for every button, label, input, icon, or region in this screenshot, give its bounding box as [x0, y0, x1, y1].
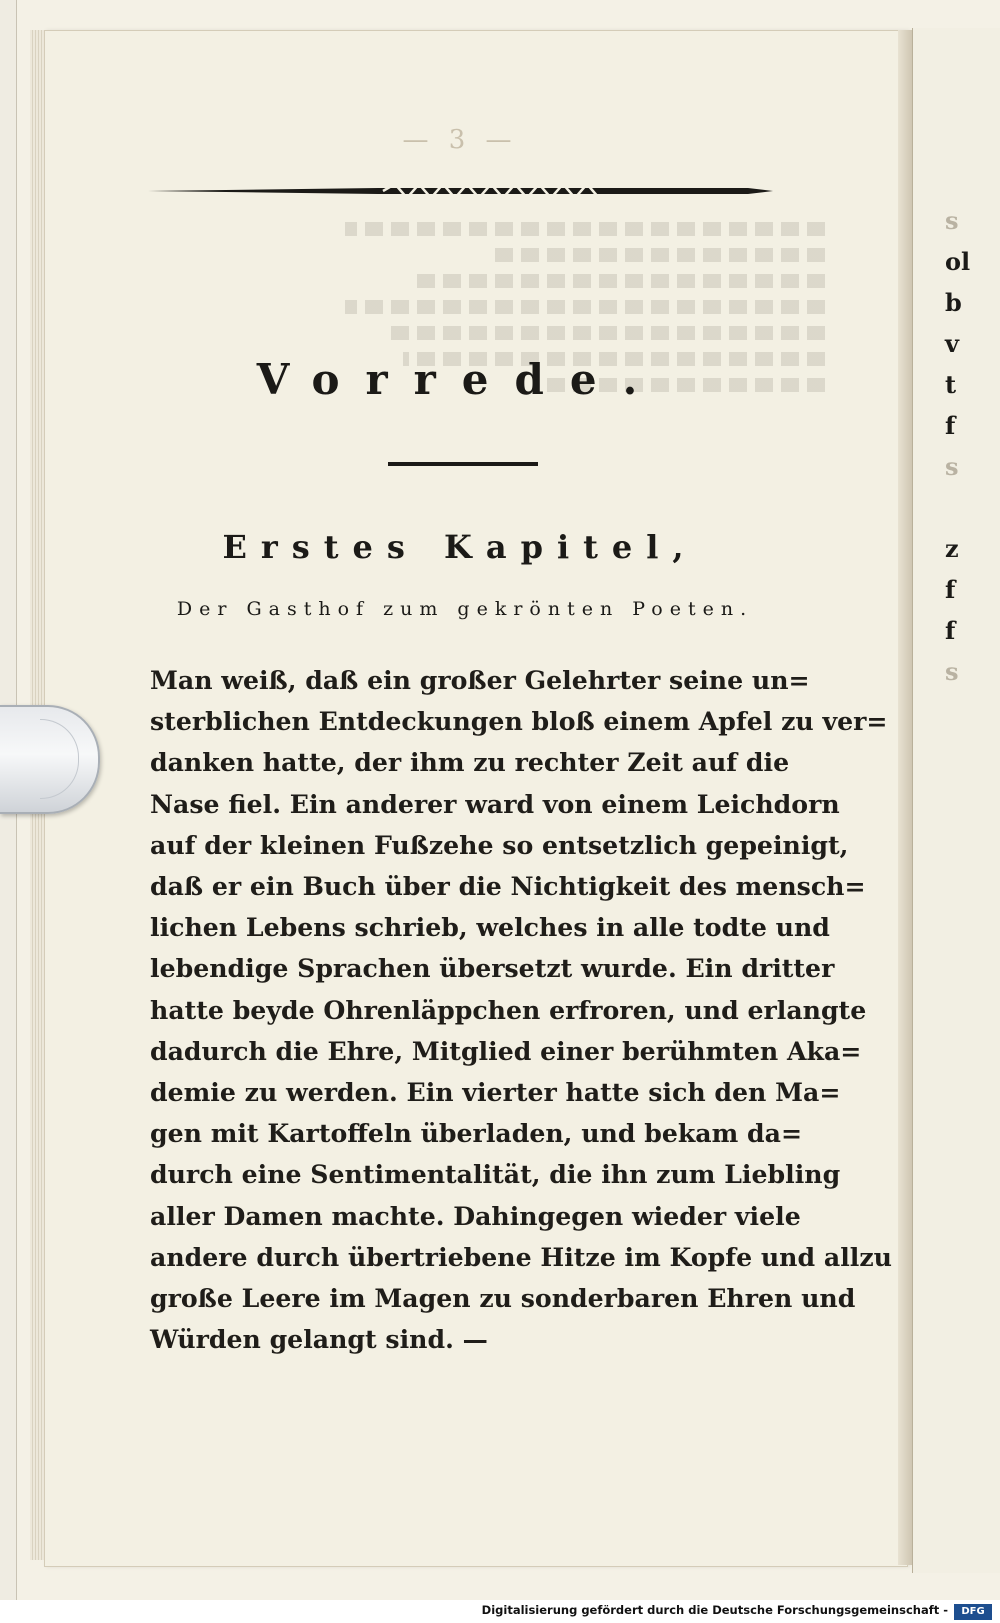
- chapter-subtitle: Der Gasthof zum gekrönten Poeten.: [176, 598, 754, 620]
- body-line: aller Damen machte. Dahingegen wieder viele: [150, 1200, 801, 1231]
- body-line: große Leere im Magen zu sonderbaren Ehren und: [150, 1283, 856, 1314]
- facing-fragment: b: [945, 288, 962, 317]
- page-title: Vorrede.: [256, 355, 664, 404]
- page-clip: [0, 705, 100, 814]
- facing-fragment: s: [945, 657, 959, 686]
- body-line: durch eine Sentimentalität, die ihn zum Liebling: [150, 1159, 841, 1190]
- body-line: gen mit Kartoffeln überladen, und bekam da=: [150, 1118, 803, 1149]
- facing-fragment: f: [945, 411, 956, 440]
- ornamental-rule: [148, 180, 773, 202]
- page-number: — 3 —: [402, 125, 518, 155]
- body-line: auf der kleinen Fußzehe so entsetzlich gepeinigt,: [150, 829, 849, 860]
- body-line: lebendige Sprachen übersetzt wurde. Ein dritter: [150, 953, 835, 984]
- body-line: demie zu werden. Ein vierter hatte sich den Ma=: [150, 1077, 841, 1108]
- facing-fragment: z: [945, 534, 959, 563]
- chapter-heading: Erstes Kapitel,: [222, 528, 698, 566]
- facing-fragment: ol: [945, 247, 971, 276]
- facing-fragment: s: [945, 206, 959, 235]
- facing-fragment: f: [945, 616, 956, 645]
- body-line: daß er ein Buch über die Nichtigkeit des mensch=: [150, 871, 866, 902]
- facing-page-text: [945, 200, 995, 692]
- body-line: hatte beyde Ohrenläppchen erfroren, und erlangte: [150, 994, 867, 1025]
- facing-fragment: f: [945, 575, 956, 604]
- show-through-text: [345, 210, 825, 480]
- body-line: Man weiß, daß ein großer Gelehrter seine un=: [150, 665, 810, 695]
- funding-credit: Digitalisierung gefördert durch die Deutsche Forschungsgemeinschaft -: [481, 1603, 948, 1617]
- gutter-shadow: [898, 30, 912, 1565]
- title-rule: [388, 462, 538, 466]
- body-line: Würden gelangt sind. —: [150, 1324, 488, 1355]
- dfg-logo-icon: DFG: [954, 1604, 992, 1620]
- body-line: Nase fiel. Ein anderer ward von einem Leichdorn: [150, 788, 840, 819]
- body-line: sterblichen Entdeckungen bloß einem Apfel zu ver=: [150, 706, 888, 737]
- facing-fragment: s: [945, 452, 959, 481]
- footer-bar: [0, 1600, 1000, 1623]
- facing-fragment: t: [945, 370, 957, 399]
- body-line: dadurch die Ehre, Mitglied einer berühmten Aka=: [150, 1035, 862, 1066]
- facing-fragment: [945, 487, 995, 528]
- body-line: andere durch übertriebene Hitze im Kopfe und allzu: [150, 1241, 892, 1272]
- body-line: lichen Lebens schrieb, welches in alle todte und: [150, 912, 830, 943]
- facing-fragment: v: [945, 329, 959, 358]
- body-text: [150, 660, 892, 1360]
- body-line: danken hatte, der ihm zu rechter Zeit auf die: [150, 747, 790, 778]
